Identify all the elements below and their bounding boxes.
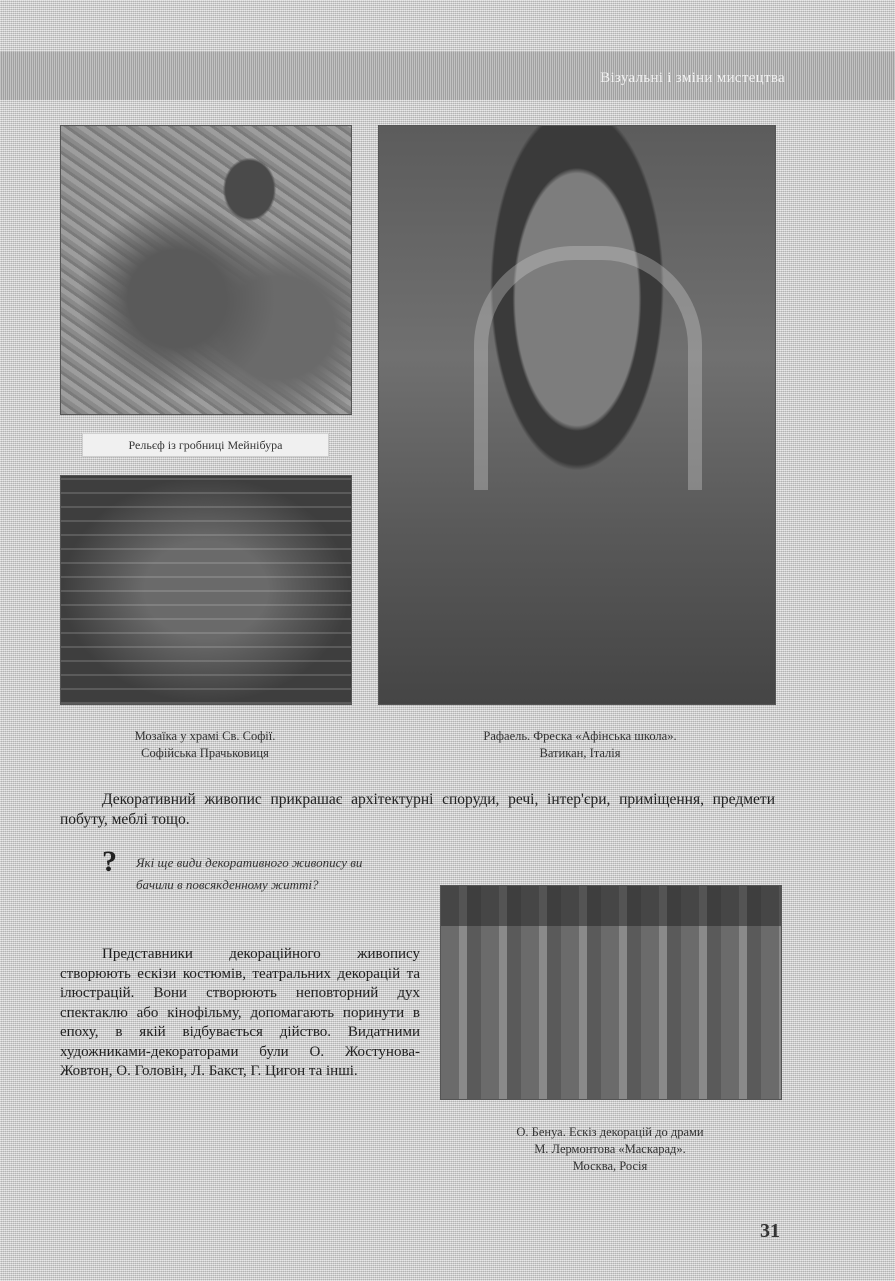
page-number: 31 bbox=[760, 1220, 780, 1242]
stage-caption-line: О. Бенуа. Ескіз декорацій до драми bbox=[516, 1125, 704, 1139]
paragraph-decorative: Декоративний живопис прикрашає архітектурні споруди, речі, інтер'єри, приміщення, предмети побуту, меблі тощо. bbox=[60, 791, 775, 828]
question-icon: ? bbox=[102, 845, 117, 878]
paragraph-stage-design: Представники декораційного живопису створюють ескізи костюмів, театральних декорацій та ілюстрацій. Вони створюють неповторний дух спектаклю або кінофільму, допомагають поринути в епоху, в якій відбувається дійство. Видатними художниками-декораторами були О. Жостунова-Жовтон, О. Головін, Л. Бакст, Г. Цигон та інші. bbox=[60, 946, 420, 1079]
mosaic-caption-line: Софійська Прачьковиця bbox=[141, 746, 269, 760]
stage-caption-line: Москва, Росія bbox=[572, 1159, 648, 1173]
running-head: Візуальні і зміни мистецтва bbox=[600, 70, 785, 86]
fresco-caption-line: Рафаель. Фреска «Афінська школа». bbox=[483, 729, 677, 743]
fresco-caption bbox=[400, 728, 760, 762]
fresco-photo bbox=[378, 125, 776, 705]
stage-caption-line: М. Лермонтова «Маскарад». bbox=[534, 1142, 686, 1156]
question-text: Які ще види декоративного живопису ви бачили в повсякденному житті? bbox=[136, 855, 363, 892]
stage-design-photo bbox=[440, 885, 782, 1100]
mosaic-caption bbox=[60, 728, 350, 762]
relief-caption: Рельєф із гробниці Мейнібура bbox=[82, 433, 329, 457]
stage-design-caption bbox=[440, 1124, 780, 1175]
fresco-caption-line: Ватикан, Італія bbox=[539, 746, 621, 760]
relief-photo bbox=[60, 125, 352, 415]
mosaic-caption-line: Мозаїка у храмі Св. Софії. bbox=[134, 729, 276, 743]
mosaic-photo bbox=[60, 475, 352, 705]
